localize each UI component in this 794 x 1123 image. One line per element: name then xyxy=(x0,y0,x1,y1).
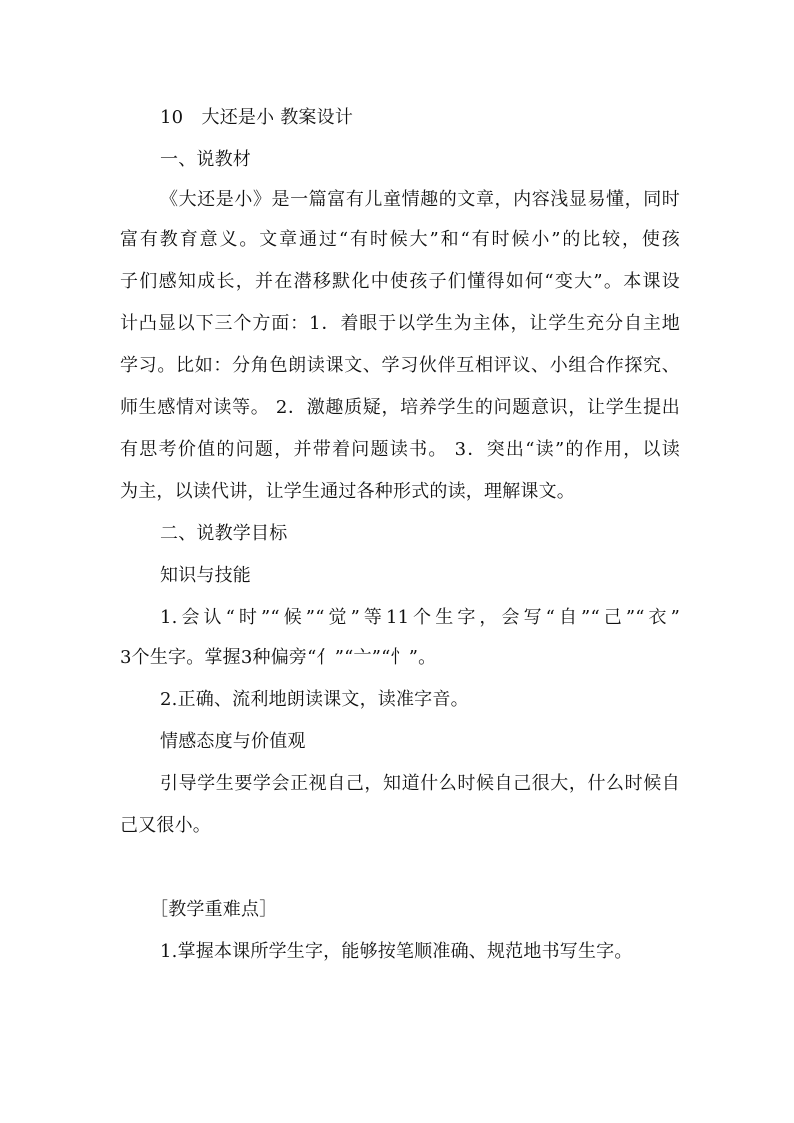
paragraph-line: 为主，以读代讲，让学生通过各种形式的读，理解课文。 xyxy=(120,481,575,502)
paragraph-line: 富有教育意义。文章通过“有时候大”和“有时候小”的比较，使孩 xyxy=(120,229,680,250)
subheading-emotion-values: 情感态度与价值观 xyxy=(160,731,306,752)
paragraph-line: 己又很小。 xyxy=(120,815,211,836)
paragraph-line: 引导学生要学会正视自己，知道什么时候自己很大，什么时候自 xyxy=(160,773,680,794)
paragraph-line: 计凸显以下三个方面：1．着眼于以学生为主体，让学生充分自主地 xyxy=(120,313,680,334)
list-item-line: 3个生字。掌握3种偏旁“亻”“亠”“忄”。 xyxy=(120,647,437,668)
paragraph-line: 学习。比如：分角色朗读课文、学习伙伴互相评议、小组合作探究、 xyxy=(120,355,680,376)
document-title: 10 大还是小 教案设计 xyxy=(160,107,354,128)
subheading-key-points: ［教学重难点］ xyxy=(150,899,278,920)
section-heading-objectives: 二、说教学目标 xyxy=(160,523,288,544)
paragraph-line: 有思考价值的问题，并带着问题读书。 3．突出“读”的作用，以读 xyxy=(120,439,680,460)
list-item: 1.掌握本课所学生字，能够按笔顺准确、规范地书写生字。 xyxy=(160,941,633,962)
list-item: 2.正确、流利地朗读课文，读准字音。 xyxy=(160,689,469,710)
list-item-line: 1.会认“时”“候”“觉”等11个生字，会写“自”“己”“衣” xyxy=(160,607,680,628)
paragraph-line: 师生感情对读等。 2．激趣质疑，培养学生的问题意识，让学生提出 xyxy=(120,397,680,418)
paragraph-line: 《大还是小》是一篇富有儿童情趣的文章，内容浅显易懂，同时 xyxy=(160,189,680,210)
section-heading-textbook: 一、说教材 xyxy=(160,149,251,170)
paragraph-line: 子们感知成长，并在潜移默化中使孩子们懂得如何“变大”。本课设 xyxy=(120,271,680,292)
subheading-knowledge-skills: 知识与技能 xyxy=(160,565,251,586)
